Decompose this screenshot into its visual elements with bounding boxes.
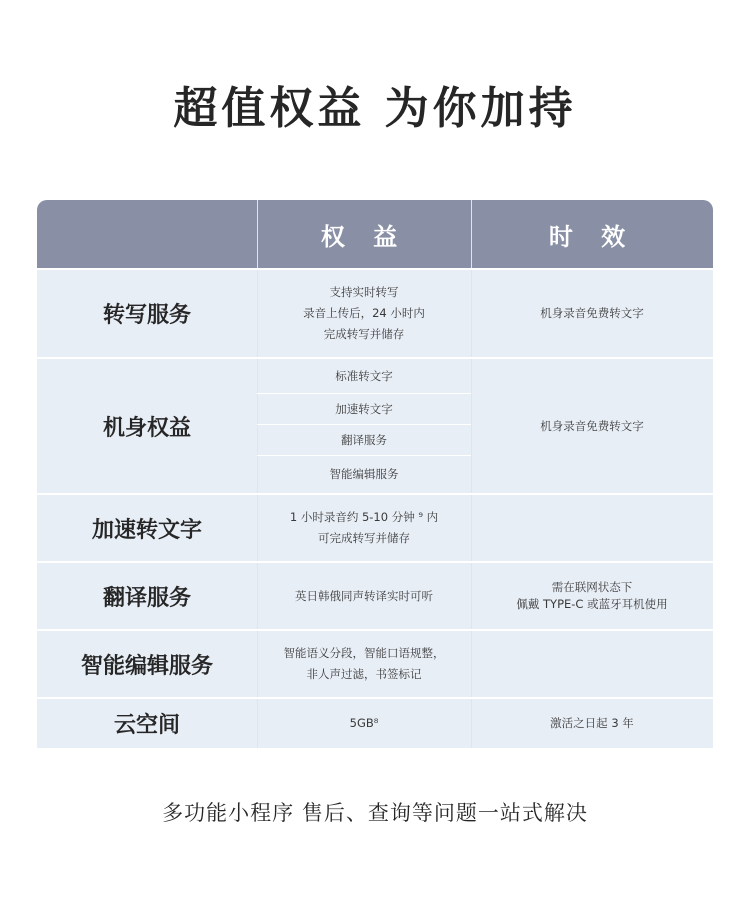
- benefit-line: 可完成转写并储存: [318, 531, 410, 545]
- row-divider: [37, 697, 713, 699]
- header-blank: [37, 200, 257, 268]
- header-validity: 时 效: [471, 200, 713, 268]
- row-name: 机身权益: [102, 415, 191, 441]
- row-validity: 激活之日起 3 年: [550, 716, 634, 730]
- benefit-line: 非人声过滤，书签标记: [306, 667, 422, 681]
- row-divider: [37, 493, 713, 495]
- column-divider: [471, 200, 472, 748]
- benefit-line: 录音上传后，24 小时内: [303, 306, 425, 320]
- benefit-line: 完成转写并储存: [323, 327, 405, 341]
- row-benefit: [257, 631, 471, 697]
- row-divider: [37, 268, 713, 270]
- row-divider: [37, 357, 713, 359]
- footer-text: 多功能小程序 售后、查询等问题一站式解决: [162, 801, 588, 825]
- subrow-divider: [257, 424, 471, 425]
- column-divider: [257, 200, 258, 748]
- row-validity-empty: [471, 495, 713, 561]
- benefit-line: 支持实时转写: [329, 285, 399, 299]
- row-validity: [471, 563, 713, 629]
- benefit-item: 加速转文字: [335, 401, 393, 416]
- row-validity: 机身录音免费转文字: [540, 306, 644, 320]
- row-name: 转写服务: [102, 303, 191, 328]
- row-validity-empty: [471, 631, 713, 697]
- subrow-divider: [257, 393, 471, 394]
- row-name: 加速转文字: [91, 517, 202, 543]
- validity-line: 佩戴 TYPE-C 或蓝牙耳机使用: [516, 597, 668, 611]
- validity-line: 需在联网状态下: [551, 580, 633, 594]
- row-name: 云空间: [113, 713, 180, 738]
- row-name: 翻译服务: [102, 585, 191, 611]
- benefit-item: 翻译服务: [341, 432, 387, 447]
- row-benefit: 英日韩俄同声转译实时可听: [295, 588, 433, 603]
- benefit-line: 智能语义分段，智能口语规整，: [283, 646, 445, 660]
- row-benefit: [257, 270, 471, 357]
- benefit-item: 标准转文字: [335, 368, 393, 383]
- row-divider: [37, 629, 713, 631]
- benefits-table: [37, 200, 713, 748]
- subrow-divider: [257, 455, 471, 456]
- row-divider: [37, 561, 713, 563]
- benefit-item: 智能编辑服务: [329, 467, 399, 481]
- row-benefit: 5GB⁸: [349, 716, 379, 730]
- row-name: 智能编辑服务: [80, 653, 213, 679]
- row-validity: 机身录音免费转文字: [540, 418, 644, 433]
- row-benefit: [257, 495, 471, 561]
- benefit-line: 1 小时录音约 5-10 分钟 ⁹ 内: [289, 510, 439, 524]
- header-benefit: 权 益: [257, 200, 471, 268]
- page-title: 超值权益 为你加持: [173, 83, 577, 134]
